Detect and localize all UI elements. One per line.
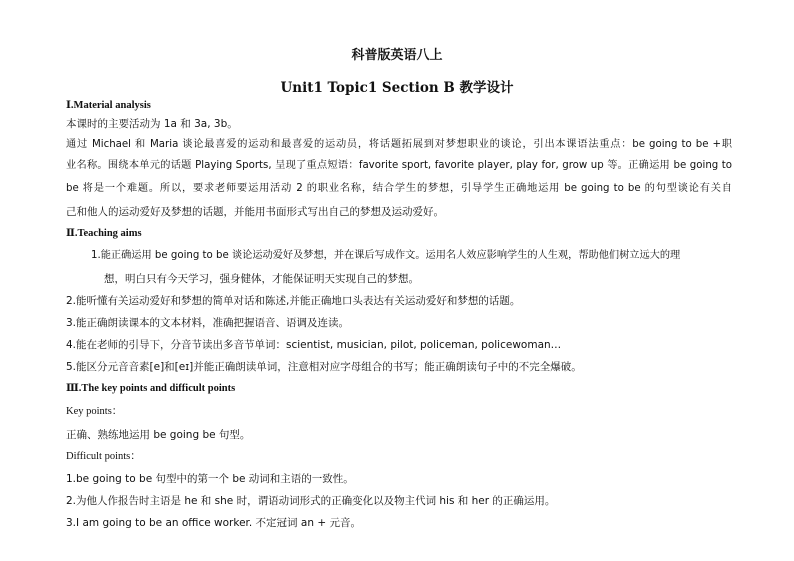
- document-subtitle: Unit1 Topic1 Section B 教学设计: [280, 80, 514, 96]
- material-line: be 将是一个难题。所以，要求老师要运用活动 2 的职业名称，结合学生的梦想，引导学生正确地运用 be going to be 的句型谈论有关自: [66, 183, 732, 194]
- section-heading-aims: Ⅱ.Teaching aims: [66, 228, 142, 239]
- section-heading-material: Ⅰ.Material analysis: [66, 100, 151, 111]
- difficult-points-label: Difficult points：: [66, 451, 141, 462]
- material-line: 本课时的主要活动为 1a 和 3a, 3b。: [66, 118, 238, 130]
- section-heading-points: Ⅲ.The key points and difficult points: [66, 383, 236, 394]
- key-points-line: 正确、熟练地运用 be going be 句型。: [66, 429, 251, 441]
- difficult-points-line: 2.为他人作报告时主语是 he 和 she 时，谓语动词形式的正确变化以及物主代词 his 和 her 的正确运用。: [66, 495, 556, 507]
- aims-line: 5.能区分元音音素[e]和[eɪ]并能正确朗读单词，注意相对应字母组合的书写；能正确朗读句子中的不完全爆破。: [66, 361, 582, 373]
- document-title: 科普版英语八上: [351, 48, 443, 63]
- aims-line: 3.能正确朗读课本的文本材料，准确把握语音、语调及连读。: [66, 317, 350, 329]
- key-points-label: Key points：: [66, 406, 123, 417]
- aims-line: 4.能在老师的引导下，分音节读出多音节单词：scientist, musician, pilot, policeman, policewoman…: [66, 339, 562, 351]
- aims-line: 1.能正确运用 be going to be 谈论运动爱好及梦想，并在课后写成作文。运用名人效应影响学生的人生观，帮助他们树立远大的理: [91, 250, 681, 261]
- difficult-points-line: 1.be going to be 句型中的第一个 be 动词和主语的一致性。: [66, 473, 354, 485]
- aims-line: 想，明白只有今天学习，强身健体，才能保证明天实现自己的梦想。: [104, 273, 419, 285]
- aims-line: 2.能听懂有关运动爱好和梦想的简单对话和陈述,并能正确地口头表达有关运动爱好和梦想的话题。: [66, 295, 521, 307]
- material-line: 己和他人的运动爱好及梦想的话题，并能用书面形式写出自己的梦想及运动爱好。: [66, 206, 444, 218]
- difficult-points-line: 3.I am going to be an office worker. 不定冠词 an + 元音。: [66, 517, 361, 529]
- material-line: 通过 Michael 和 Maria 谈论最喜爱的运动和最喜爱的运动员，将话题拓展到对梦想职业的谈论，引出本课语法重点：be going to be +职: [66, 139, 732, 150]
- material-line: 业名称。围绕本单元的话题 Playing Sports, 呈现了重点短语：favorite sport, favorite player, play for, grow up 等。正确运用 be going to: [66, 160, 732, 171]
